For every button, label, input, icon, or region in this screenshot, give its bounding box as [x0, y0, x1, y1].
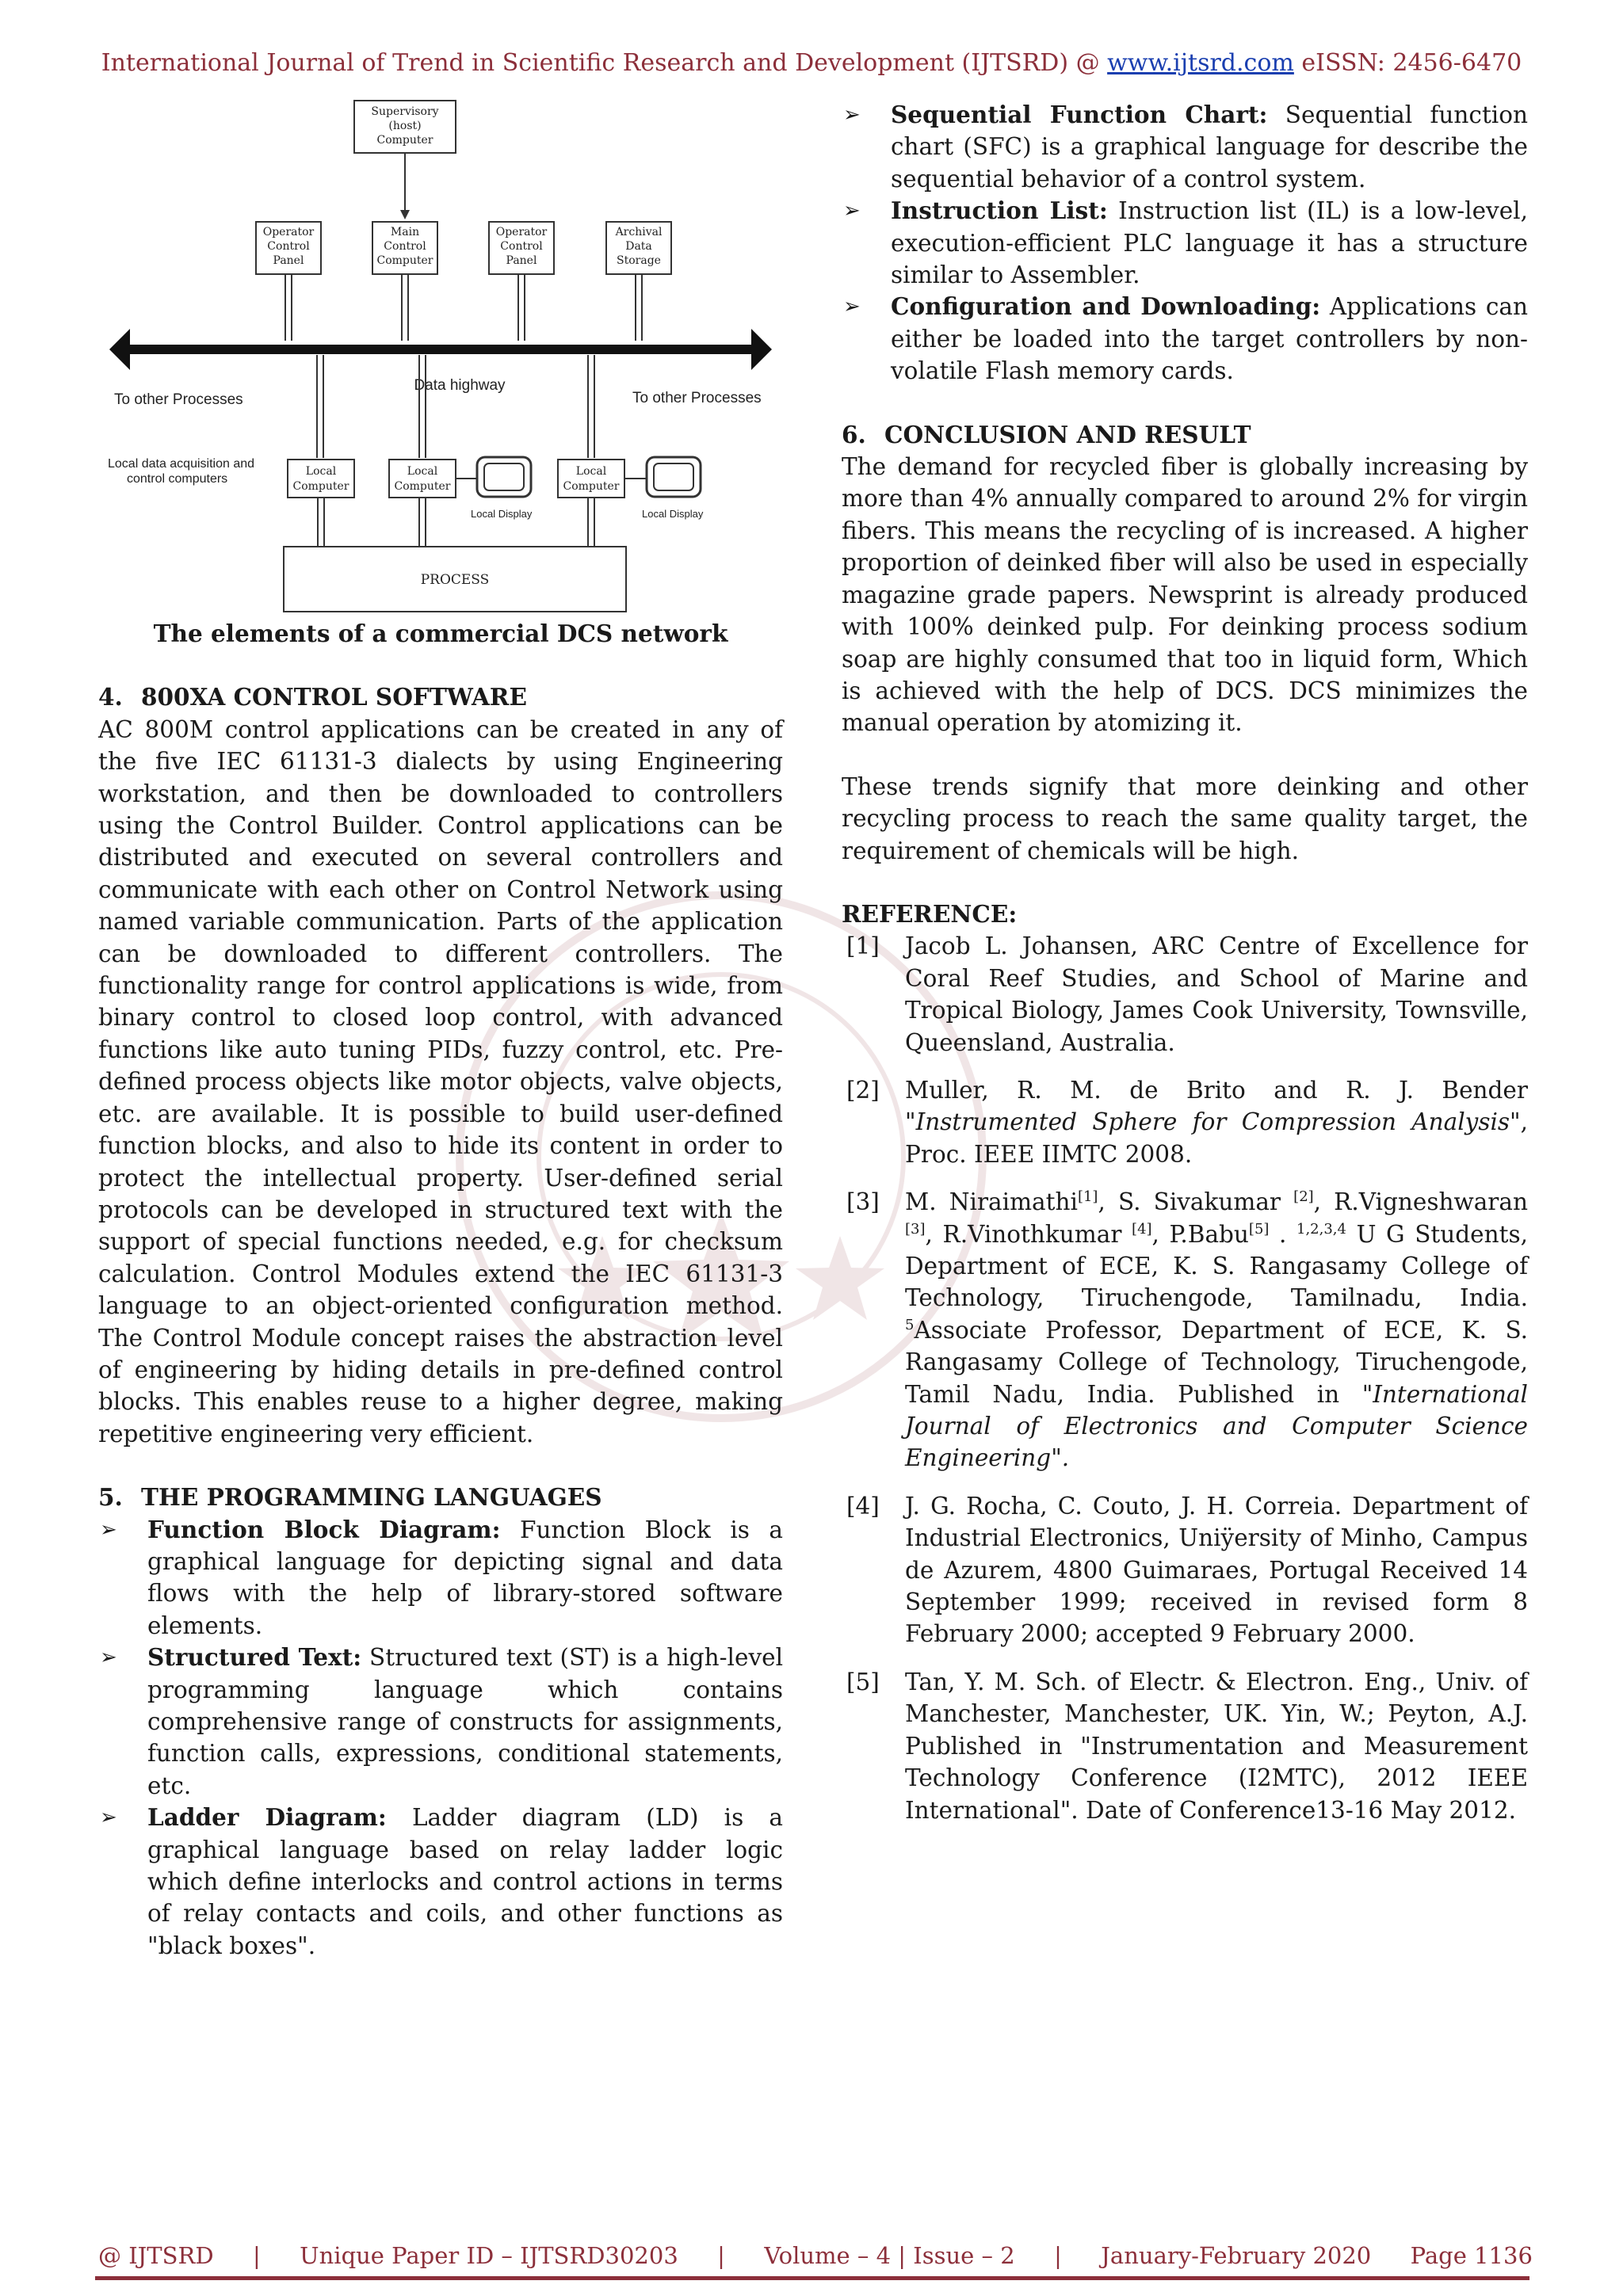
- local-display-1: [456, 457, 533, 520]
- journal-header: [0, 49, 1623, 77]
- list-item: ➢ Sequential Function Chart: Sequential function chart (SFC) is a graphical language for describe the sequential behavior of a control system.: [843, 101, 1528, 193]
- svg-text:Local: Local: [305, 465, 337, 478]
- svg-text:Local: Local: [575, 465, 607, 478]
- reference-list: [842, 930, 1528, 1826]
- journal-issn: eISSN: 2456-6470: [1293, 49, 1522, 77]
- svg-text:Computer: Computer: [376, 254, 433, 267]
- svg-text:Local: Local: [407, 465, 438, 478]
- svg-text:Storage: Storage: [617, 254, 661, 267]
- local-display-2: [624, 457, 704, 520]
- section-5-heading: [98, 1482, 783, 1513]
- list-item: ➢ Configuration and Downloading: Applications can either be loaded into the target controllers by non-volatile Flash memory cards.: [843, 292, 1528, 385]
- footer-separator: |: [253, 2242, 261, 2269]
- figure-caption: The elements of a commercial DCS network: [153, 620, 728, 647]
- data-highway-bar: [125, 345, 756, 354]
- svg-text:Control: Control: [500, 240, 543, 253]
- arrow-bullet-icon: ➢: [843, 199, 861, 223]
- supervisory-label-2: (host): [388, 120, 422, 132]
- local-computer-2: [389, 460, 456, 498]
- arrow-bullet-icon: ➢: [843, 103, 861, 127]
- list-item: ➢ Ladder Diagram: Ladder diagram (LD) is a graphical language based on relay ladder logic which define interlocks and control actions in terms of relay contacts and coils, and other functions as "black boxes".: [100, 1803, 784, 1959]
- supervisory-label-3: Computer: [376, 134, 433, 147]
- journal-name: International Journal of Trend in Scientific Research and Development (IJTSRD) @: [101, 49, 1108, 77]
- local-display-label-2: Local Display: [642, 508, 704, 520]
- local-acquisition-label-1: Local data acquisition and: [108, 457, 255, 471]
- svg-text:Control: Control: [384, 240, 426, 253]
- section-6-heading: [842, 419, 1528, 451]
- programming-languages-list-continued: [842, 99, 1528, 387]
- svg-text:Operator: Operator: [262, 226, 315, 238]
- reference-item: [4] J. G. Rocha, C. Couto, J. H. Correia. Department of Industrial Electronics, Uniÿersity of Minho, Campus de Azurem, 4800 Guimaraes, Portugal Received 14 September 1999; received in revised form 8 February 2000; accepted 9 February 2000.: [846, 1492, 1528, 1648]
- local-computer-3: [558, 460, 624, 498]
- left-column: [98, 99, 783, 1962]
- arrow-bullet-icon: ➢: [100, 1646, 117, 1670]
- process-connectors: [318, 498, 594, 547]
- list-item: ➢ Function Block Diagram: Function Block is a graphical language for depicting signal and data flows with the help of library-stored software elements.: [100, 1515, 783, 1639]
- programming-languages-list: [98, 1514, 783, 1962]
- section-4-title: 800XA CONTROL SOFTWARE: [141, 683, 527, 711]
- svg-text:Computer: Computer: [394, 480, 451, 493]
- section-6-title: CONCLUSION AND RESULT: [884, 420, 1251, 448]
- reference-item: [3] M. Niraimathi[1], S. Sivakumar [2], R.Vigneshwaran [3], R.Vinothkumar [4], P.Babu[5] . $^{1,2,3,4}$ U G Students, Department of ECE, K. S. Rangasamy College of Technology, Tiruchengode, Tamilnadu, India. $^5$Associate Professor, Department of ECE, K. S. Rangasamy College of Technology, Tiruchengode, Tamil Nadu, India. Published in "International Journal of Electronics and Computer Science Engineering".: [846, 1188, 1528, 1472]
- to-other-processes-left: To other Processes: [114, 391, 243, 408]
- footer-date: January-February 2020: [1101, 2242, 1372, 2269]
- svg-text:Main: Main: [390, 226, 420, 238]
- svg-text:Archival: Archival: [615, 226, 663, 238]
- list-item: ➢ Structured Text: Structured text (ST) is a high-level programming language which contains comprehensive range of constructs for assignments, function calls, expressions, conditional statements, etc.: [100, 1643, 784, 1799]
- section-6-paragraph-2: These trends signify that more deinking and other recycling process to reach the same quality target, the requirement of chemicals will be high.: [842, 772, 1528, 864]
- journal-link[interactable]: www.ijtsrd.com: [1107, 49, 1294, 77]
- svg-text:Panel: Panel: [506, 254, 537, 267]
- list-item: ➢ Instruction List: Instruction list (IL) is a low-level, execution-efficient PLC language it has a structure similar to Assembler.: [843, 196, 1528, 289]
- svg-text:Computer: Computer: [292, 480, 349, 493]
- operator-panel-2: [489, 222, 554, 274]
- footer-separator: |: [1054, 2242, 1062, 2269]
- data-highway-label: Data highway: [414, 377, 506, 394]
- svg-text:Computer: Computer: [563, 480, 620, 493]
- local-computer-1: [288, 460, 354, 498]
- section-4-number: 4.: [98, 683, 123, 711]
- footer-volume: Volume – 4 | Issue – 2: [764, 2242, 1015, 2269]
- references-heading: REFERENCE:: [842, 899, 1018, 928]
- reference-item: [1] Jacob L. Johansen, ARC Centre of Excellence for Coral Reef Studies, and School of Marine and Tropical Biology, James Cook University, Townsville, Queensland, Australia.: [846, 933, 1528, 1056]
- section-5-title: THE PROGRAMMING LANGUAGES: [141, 1483, 602, 1512]
- dcs-network-diagram: [98, 99, 783, 618]
- svg-text:Operator: Operator: [495, 226, 548, 238]
- footer-paper-id: Unique Paper ID – IJTSRD30203: [300, 2242, 678, 2269]
- section-4-body: AC 800M control applications can be created in any of the five IEC 61131-3 dialects by using Engineering workstation, and then be downloaded to controllers using the Control Builder. Control applications can be distributed and executed on several controllers and communicate with each other on Control Network using named variable communication. Parts of the application can be downloaded to different controllers. The functionality range for control applications is wide, from binary control to closed loop control, with advanced functions like auto tuning PIDs, fuzzy control, etc. Pre-defined process objects like motor objects, valve objects, etc. are available. It is possible to build user-defined function blocks, and also to hide its content in order to protect the intellectual property. User-defined serial protocols can be developed in structured text with the support of special functions needed, e.g. for checksum calculation. Control Modules extend the IEC 61131-3 language to an object-oriented configuration method. The Control Module concept raises the abstraction level of engineering by hiding details in pre-defined control blocks. This enables reuse to a higher degree, making repetitive engineering very efficient.: [98, 715, 783, 1447]
- dcs-network-figure: [98, 99, 783, 618]
- local-display-label-1: Local Display: [471, 508, 533, 520]
- bottom-connectors: [317, 355, 594, 458]
- section-6-paragraph-1: The demand for recycled fiber is globally increasing by more than 4% annually compared to around 2% for virgin fibers. This means the recycling of is increased. A higher proportion of deinked fiber will also be used in especially magazine grade papers. Newsprint is already produced with 100% deinked pulp. For deinking process sodium soap are highly consumed that too in liquid form, Which is achieved with the help of DCS. DCS minimizes the manual operation by atomizing it.: [842, 453, 1528, 737]
- svg-text:Control: Control: [267, 240, 310, 253]
- process-label: PROCESS: [420, 572, 490, 588]
- main-control-computer: [372, 222, 437, 274]
- to-other-processes-right: To other Processes: [632, 390, 762, 406]
- arrow-bullet-icon: ➢: [843, 295, 861, 319]
- footer-journal: @ IJTSRD: [98, 2242, 214, 2269]
- page-footer: [98, 2242, 1533, 2269]
- operator-panel-1: [256, 222, 321, 274]
- arrow-bullet-icon: ➢: [100, 1517, 117, 1542]
- section-4-heading: [98, 681, 783, 713]
- top-connectors: [285, 275, 642, 341]
- footer-page: Page 1136: [1410, 2242, 1533, 2269]
- right-column: [842, 99, 1528, 1842]
- section-6-number: 6.: [842, 420, 866, 448]
- reference-item: [2] Muller, R. M. de Brito and R. J. Bender "Instrumented Sphere for Compression Analysis", Proc. IEEE IIMTC 2008.: [846, 1076, 1528, 1168]
- footer-separator: |: [717, 2242, 725, 2269]
- supervisory-label-1: Supervisory: [371, 105, 439, 118]
- section-5-number: 5.: [98, 1483, 123, 1512]
- svg-text:Panel: Panel: [273, 254, 304, 267]
- reference-item: [5] Tan, Y. M. Sch. of Electr. & Electron. Eng., Univ. of Manchester, Manchester, UK. Yin, W.; Peyton, A.J. Published in "Instrumentation and Measurement Technology Conference (I2MTC), 2012 IEEE International". Date of Conference13-16 May 2012.: [846, 1668, 1528, 1824]
- footer-rule: [95, 2276, 1529, 2280]
- arrow-bullet-icon: ➢: [100, 1806, 117, 1830]
- local-acquisition-label-2: control computers: [127, 472, 228, 486]
- archival-data-storage: [606, 222, 671, 274]
- svg-text:Data: Data: [625, 240, 652, 253]
